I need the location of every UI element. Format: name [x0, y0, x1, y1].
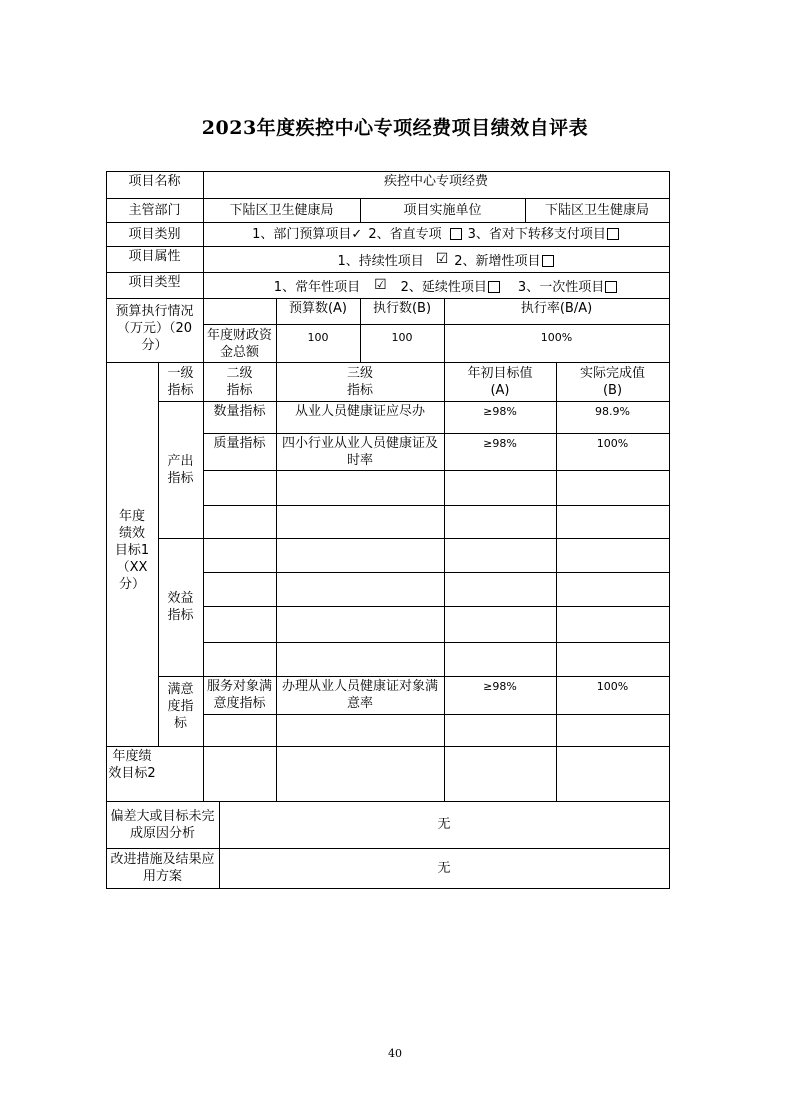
dept-value: 下陆区卫生健康局 [229, 202, 334, 218]
checkbox-icon [450, 228, 462, 240]
target-cell: ≥98% [483, 437, 517, 450]
deviation-value: 无 [437, 817, 451, 832]
output-label: 产出指标 [167, 453, 194, 486]
actual-cell: 100% [596, 680, 629, 693]
annual-goal2-label: 年度绩效目标2 [108, 749, 156, 781]
level2-header: 二级指标 [226, 365, 253, 398]
attribute-option-2: 2、新增性项目 [454, 253, 541, 269]
target-cell: ≥98% [483, 680, 517, 693]
exec-rate-header: 执行率(B/A) [520, 301, 593, 316]
budget-value: 100 [307, 331, 329, 344]
dept-label: 主管部门 [128, 202, 181, 218]
impl-unit-label: 项目实施单位 [403, 202, 482, 218]
deviation-label: 偏差大或目标未完成原因分析 [110, 808, 215, 841]
exec-rate-value: 100% [540, 331, 573, 344]
category-option-3: 3、省对下转移支付项目 [467, 226, 606, 242]
level2-cell: 质量指标 [213, 436, 266, 451]
level1-header: 一级指标 [167, 365, 194, 398]
improvement-value: 无 [437, 860, 451, 876]
impl-unit-value: 下陆区卫生健康局 [544, 202, 649, 218]
attribute-options [203, 250, 669, 272]
type-label: 项目类型 [128, 274, 181, 290]
checkbox-icon [607, 228, 619, 240]
annual-goal1-label: 年度绩效目标1（XX分） [114, 508, 150, 592]
checked-box-icon: ☑ [374, 276, 387, 293]
benefit-label: 效益指标 [167, 591, 194, 623]
checkbox-icon [488, 281, 500, 293]
project-name-label: 项目名称 [128, 173, 181, 189]
checked-box-icon: ☑ [435, 250, 449, 267]
check-mark-icon: ✓ [351, 226, 363, 242]
actual-cell: 100% [596, 437, 629, 450]
level3-cell: 四小行业从业人员健康证及时率 [281, 436, 438, 468]
project-name-value: 疾控中心专项经费 [383, 173, 488, 189]
budget-exec-label: 预算执行情况（万元）（20分） [115, 303, 194, 353]
attribute-label: 项目属性 [128, 248, 181, 264]
exec-num-header: 执行数(B) [372, 301, 432, 316]
target-cell: ≥98% [483, 405, 517, 418]
improvement-label: 改进措施及结果应用方案 [110, 852, 215, 884]
type-option-1: 1、常年性项目 [273, 279, 361, 295]
level2-cell: 数量指标 [213, 404, 266, 419]
level3-cell: 办理从业人员健康证对象满意率 [281, 679, 438, 711]
budget-num-header: 预算数(A) [288, 301, 348, 316]
exec-value: 100 [391, 331, 413, 344]
category-option-2: 2、省直专项 [368, 226, 442, 242]
attribute-option-1: 1、持续性项目 [337, 253, 424, 269]
checkbox-icon [605, 281, 617, 293]
satisfaction-label: 满意度指标 [167, 681, 194, 731]
level3-header: 三级指标 [346, 365, 373, 398]
level2-cell: 服务对象满意度指标 [206, 679, 272, 711]
category-options [203, 222, 669, 246]
type-options [203, 276, 669, 298]
actual-cell: 98.9% [595, 405, 630, 418]
category-option-1: 1、部门预算项目 [252, 226, 352, 242]
target-header: 年初目标值(A) [467, 365, 533, 398]
category-label: 项目类别 [128, 226, 181, 242]
level3-cell: 从业人员健康证应尽办 [294, 404, 425, 419]
page-number: 40 [388, 1047, 402, 1060]
page-title: 2023年度疾控中心专项经费项目绩效自评表 [201, 117, 589, 139]
actual-header: 实际完成值(B) [579, 365, 645, 398]
type-option-2: 2、延续性项目 [400, 279, 487, 295]
checkbox-icon [542, 255, 554, 267]
type-option-3: 3、一次性项目 [517, 279, 605, 295]
total-funds-label: 年度财政资金总额 [206, 327, 272, 360]
